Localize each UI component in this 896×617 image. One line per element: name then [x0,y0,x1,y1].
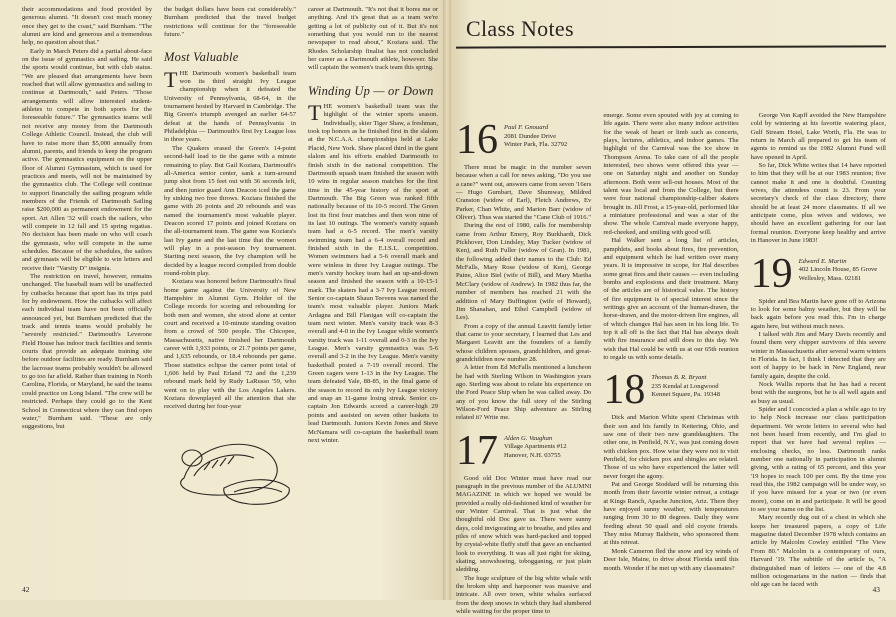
paragraph: Mary recently dug out of a chest in which she keeps her treasured papers, a copy of Life magazine dated December 1978 which contains an article by Malcolm Cowley entitled "The View From 80." Malcolm is a contemporary of ours, Harvard '19. The subtitle of the article is, "A distinguished man of letters — one of the 4.8 million octogenarians in the nation — finds that old age can be faced with [750,514,886,589]
secretary-name: Thomas B. R. Bryant [651,374,707,382]
paragraph: During the rest of 1980, calls for membership came from Arthur Emery, Roy Burkhardt, Dick Pickhover, Don Lindsley, May Tucker (widow of Ken), and Ruth Fuller (widow of Gran). In 1981, the following added their names to the Club: Ed McFalls, Mary Rose (widow of Ken), George Paine, Alice Biel (wife of Bill), and Mary Martha McClary (widow of Andrew). In 1982 thus far, the number of members has reached 21 with the addition of Mary Buffington (wife of Howard), Jim Shanahan, and Ethel Campbell (widow of Les). [456,222,592,322]
paragraph: The huge sculpture of the big white whale with the broken ship and harpooner was massive and intricate. All over town, white whales surfaced from the deep snows in which they had slumbered while waiting for the proper time to [456,574,592,616]
secretary-name: Edward E. Martin [798,257,847,265]
secretary-name: Paul F. Gnouard [504,124,549,131]
dropcap: T [164,66,178,92]
class-header-18 [603,367,738,414]
dropcap: T [308,100,322,126]
page-number: 42 [22,585,30,594]
left-column-2 [164,6,296,513]
right-column-2 [603,112,738,617]
address-line: Winter Park, Fla. 32792 [504,141,568,148]
left-column-1 [22,6,152,513]
address-line: 2081 Dundee Drive [504,132,557,140]
paragraph: There must be magic in the number seven because when a call for news asking, "Do you use a cane?" went out, answers came from seven '16ers — Hugo Gumbart, Dave Shumway, Mildred Cranston (widow of Earl), Fletch Andrews, Ev Parker, Chan White, and Marion Barr (widow of Oliver). Thus was started the "Cane Club of 1916." [456,164,592,222]
paragraph: their accommodations and food provided by generous alumni. "It doesn't cost much money once they get to the coast," said Burnham. "The alumni are kind and generous and a tremendous help, no question about that." [22,6,152,47]
section-heading-most-valuable: Most Valuable [164,50,239,65]
right-column-1 [456,112,591,617]
address-line: Village Apartments #12 [504,443,567,451]
paragraph: The Quakers erased the Green's 14-point second-half lead to tie the game with a minute remaining to play. But Gail Koziara, Dartmouth's all-America senior center, sank a turn-around jump shot from 15 feet out with 36 seconds left, and then junior guard Ann Deacon iced the game by sinking two free throws. Koziara finished the game with 26 points and 20 rebounds and was named the tournament's most valuable player. Deacon scored 17 points and joined Koziara on the all-tournament team. The game was Koziara's last Ivy game and the last time that the women will play in a post-season Ivy tournament. Starting next season, the Ivy champion will be decided by a league record compiled from double round-robin play. [164,144,296,277]
paragraph: A letter from Ed McFalls mentioned a luncheon he had with Sterling Wilson in Washington years ago. Sterling was about to relate his experience on the Ford Peace Ship when he was called away. Do any of you know the full story of the Stirling Wilson-Ford Peace Ship adventure as Stirling related it? Write me. [456,364,592,422]
class-number: 18 [603,367,646,414]
paragraph: emerge. Some even spouted with joy at coming to life again. There were also many indoor activities for the weak of heart or limb such as concerts, plays, lectures, athletics, and indoor games. The highlight of the Carnival was the ice show in Thompson Arena. To take care of all the people interested, two shows were offered this year — one on Saturday night and another on Sunday afternoon. Both were sell-out houses. Most of the talent was local and from the College, but there were four national championship-caliber skaters brought in. Jill Frost, a 15-year-old, performed like a miniature professional and was a star of the show. The whole Carnival made everyone happy, red-cheeked, and smiling with good will. [603,112,739,236]
paragraph: Pat and George Stoddard will be returning this month from their favorite winter retreat, a cottage at Kings Ranch, Apache Junction, Ariz. There they have enjoyed sunny weather, with temperatures ranging from 30 to 80 degrees. Daily they were feeding about 50 quail and old coyote friends. They miss Murray Baldwin, who sponsored them at this retreat. [603,481,739,547]
class-number: 16 [456,117,498,163]
right-column-3 [751,112,886,617]
address-line: Kennet Square, Pa. 19348 [651,391,720,399]
class-header-17 [456,427,591,474]
paragraph: So far, Dick White writes that 14 have reported to him that they will be at our 1983 reunion; five cannot make it and one is doubtful. Counting wives, the attendees count is 23. From your secretary's check of the class directory, there should be at least 24 more classmates. If all we anticipate come, plus wives and widows, we should have an excellent gathering for our last formal reunion. Everyone keep healthy and arrive in Hanover in June 1983! [750,162,886,245]
paragraph: Spider and I concocted a plan a while ago to try to help Nock increase our class participation department. We wrote letters to several who had not been heard from recently, and I'm glad to report that we have had several replies — enclosing checks, no less. Dartmouth ranks number one nationally in participation in alumni giving, with a rating of 65 percent, and this year '19 hopes to reach 100 per cent. By the time you read this, the 1982 campaign will be under way, so if you have missed for a year or two (or even more), come on in and participate. It will be good to see your name on the list. [750,405,886,514]
class-secretary-address [504,433,567,461]
paragraph-text: HE women's basketball team was the highlight of the winter sports season. Individually, skier Tiger Shaw, a freshman, took top honors as he finished first in the slalom at the N.C.A.A. championships held at Lake Placid, New York. Shaw placed third in the giant slalom and his efforts enabled Dartmouth to finish sixth in the national competition. The Dartmouth squash team finished the season with 10 wins in regular season matches for the first time in the 45-year history of the sport at Dartmouth. The Big Green was ranked fifth nationally because of its 10-5 record. The Green lost its first four matches and then won nine of its last 10 outings. The women's varsity squash team had a 6-5 record. The men's varsity swimming team had a 6-4 overall record and finished sixth in the E.I.S.L. competition. Women swimmers had a 5-6 overall mark and were winless in three Ivy League outings. The men's varsity hockey team had an up-and-down season and finished the season with a 10-15-1 mark. The skaters had a 3-7 Ivy League record. Senior co-captain Shaun Teevens was named the team's most valuable player. Juniors Mark Ardagna and Bill Flanigan will co-captain the team next winter. Men's varsity track was 8-3 overall and 4-0 in the Ivy League while women's varsity track was 1-11 overall and 0-3 in the Ivy League. Men's varsity gymnastics was 5-6 overall and 3-2 in the Ivy League. Men's varsity basketball posted a 7-19 overall record. The Green cagers were 1-13 in the Ivy League. The team defeated Yale, 88-85, in the final game of the season to record its only Ivy League victory and snap an 11-game losing streak. Senior co-captain Jon Edwards scored a career-high 29 points and assisted on seven other baskets to lead Dartmouth. Juniors Kevin Jones and Steve McNamara will co-captain the basketball team next winter. [308,103,438,444]
paragraph-dropcap [164,66,296,145]
paragraph: I talked with Jim and Mary Davis recently and found them very chipper survivors of this severe winter in Massachusetts after several warm winters in Florida. In fact, I think I detected that they are sort of happy to be back in New England, near family again, despite the cold. [750,330,886,380]
binding-gutter [443,0,451,600]
paragraph: Spider and Bea Martin have gone off to Arizona to look for some balmy weather, but they will be back again before you read this. I'm in charge again here, but without much news. [750,297,886,330]
address-line: Wellesley, Mass. 02181 [798,274,862,282]
title-rule [456,45,886,48]
sneakers-illustration [164,418,296,510]
paragraph: Hal Walker sent a long list of articles, pamphlets, and books about fires, fire prevention, and equipment which he had written over many years. It is impressive in scope, for Hal describes some great fires and their causes — even including bombs and explosions and their treatment. Many of the articles are of historical value. The history of fire equipment is of special interest since the writings give an account of the human-drawn, the horse-drawn, and the motor-driven fire engines, all of which changes Hal has seen in his long life. To top it all off is the fact that Hal has always dealt with fire insurance and still does to this day. We wish that Hal could be with us at our 65th reunion to regale us with some details. [603,237,739,361]
paragraph: The restriction on travel, however, remains unchanged. The baseball team will be unaffected by cutbacks because that sport has its trips paid for by endowment. How the cutbacks will affect each individual team have not been officially announced yet, but Burnham predicted that the track and tennis teams would probably be "severely restricted." Dartmouth's Leverone Field House has indoor track facilities and tennis courts that provide an adequate training site before outdoor facilities are ready. Burnham said the lacrosse teams probably wouldn't be allowed to go too far afield. Rather than training in North Carolina, Florida, or Maryland, he said the teams could practice on Long Island. "The crew will be restricted. Perhaps they could go to the Kent School in Connecticut where they can find open water," Burnham said. "These are only suggestions, but [22,273,152,431]
masthead [456,6,886,52]
paragraph-dropcap [308,100,438,445]
paragraph: From a copy of the annual Leavitt family letter that came to your secretary, I learned that Les and Margaret Leavitt are the founders of a family whose children spouses, grandchildren, and great-grandchildren now number 28. [456,322,592,363]
left-column-3 [308,6,438,513]
paragraph: the budget dollars have been cut considerably." Burnham predicted that the travel budget restrictions will continue for the "foreseeable future." [164,6,296,39]
section-heading-winding-up: Winding Up — or Down [308,83,434,98]
address-line: 402 Lincoln House, 85 Grove [798,266,878,273]
class-secretary-address [651,372,720,400]
class-number: 17 [456,427,498,474]
left-page [0,0,446,600]
class-header-16 [456,117,591,163]
paragraph-text: HE Dartmouth women's basketball team won its third straight Ivy League championship when it defeated the University of Pennsylvania, 68-64, in the tournament hosted by Harvard in Cambridge. The Big Green's triumph avenged an earlier 64-57 defeat at the hands of Pennsylvania in Philadelphia — Dartmouth's first Ivy League loss in three years. [164,69,296,144]
paragraph: George Von Kapff avoided the New Hampshire cold by wintering at his favorite watering place, Gulf Stream Hotel, Lake Worth, Fla. He was to return in March all prepared to get his team of agents to remind us the 1982 Alumni Fund will have opened in April. [750,112,886,161]
secretary-name: Alden G. Vaughan [504,434,553,442]
paragraph: Dick and Marion White spent Christmas with their son and his family in Kettering, Ohio, and saw one of their two new granddaughters. The other one, in Penfield, N.Y., was just coming down with chicken pox. How wise they were not to visit Penfield, for chicken pox and shingles are related. Those of us who have experienced the latter will never forget the agony. [603,414,739,480]
class-number: 19 [750,250,793,297]
address-line: 235 Kendal at Longwood [651,382,719,390]
page-number: 43 [872,585,880,594]
paragraph: Koziara was honored before Dartmouth's final home game against the University of New Hampshire in Alumni Gym. Holder of the College records for scoring and rebounding for both men and women, she stood alone at center court and received a 10-minute standing ovation from a crowd of 500 people. The Chicopee, Massachusetts, native finished her Dartmouth career with 1,933 points, or 21.7 points per game, and 1,635 rebounds, or 18.4 rebounds per game. Those statistics eclipse the career point total of 1,606 held by Paul Erland '72 and the 1,239 rebound mark held by Rudy LaRusso '59, who went on to play with the Los Angeles Lakers. Koziara downplayed all the attention that she received during her four-year [164,278,296,411]
paragraph: career at Dartmouth. "It's not that it bores me or anything. And it's great that as a team we're getting a lot of publicity out of it. But it's not something that you would run to the nearest newspaper to read about," Koziara said. The Rhodes Scholarship finalist has not concluded her career as a Dartmouth athlete, however. She will captain the women's track team this spring. [308,6,438,72]
class-secretary-address [799,256,878,284]
class-header-19 [750,250,886,297]
class-secretary-address [504,122,567,150]
paragraph: Nock Wallis reports that he has had a recent bout with the surgeons, but he is all well again and as busy as usual. [750,380,886,405]
paragraph: Good old Doc Winter must have read our paragraph in the previous number of the ALUMNI MAGAZINE in which we hoped we would be provided a really old-fashioned kind of weather for our Winter Carnival. That is just what the thoughtful old Doc gave us. There were sunny days, cold invigorating air to breathe, and piles and piles of snow which was hard-packed and topped by crystal-white fluffy stuff that gave an enchanted look to everything. It was all just right for skiing, skating, snowshoeing, tobogganing, or just plain sledding. [456,474,592,574]
address-line: Hanover, N.H. 03755 [504,451,561,459]
right-page [446,0,896,616]
paragraph: Monk Cameron fled the snow and icy winds of Deer Isle, Maine, to drive about Florida until this month. Wonder if he met up with any classmates? [603,547,739,572]
page-title: Class Notes [466,16,574,41]
paragraph: Early in March Peters did a partial about-face on the issue of gymnastics and sailing. He said the sports would continue, but with club status. "We are pleased that arrangements have been reached that will allow gymnastics and sailing to continue at Dartmouth," said Peters. "Those arrangements will allow interested student-athletes to compete in both sports for the foreseeable future." The gymnastics teams will not receive any money from the Dartmouth College Athletic Council. Instead, the club will have to raise more than $5,000 annually from alumni, parents, and friends to keep the program active. The gymnastics equipment on the upper floor of Alumni Gymnasium, which is used for practices and meets, will not be maintained by the gymnastics club. The College will continue to support financially the sailing program while members of the Friends of Dartmouth Sailing raise $200,000 as permanent endowment for the sport. Art Allen '32 will coach the sailors, who will compete in 12 fall and 15 spring regattas. No decision has been made on who will coach the gymnasts, who will compete in the same schedules. Because of the schedules, the sailors and gymnasts will be eligible to win letters and receive their "Varsity D" insignia. [22,47,152,272]
